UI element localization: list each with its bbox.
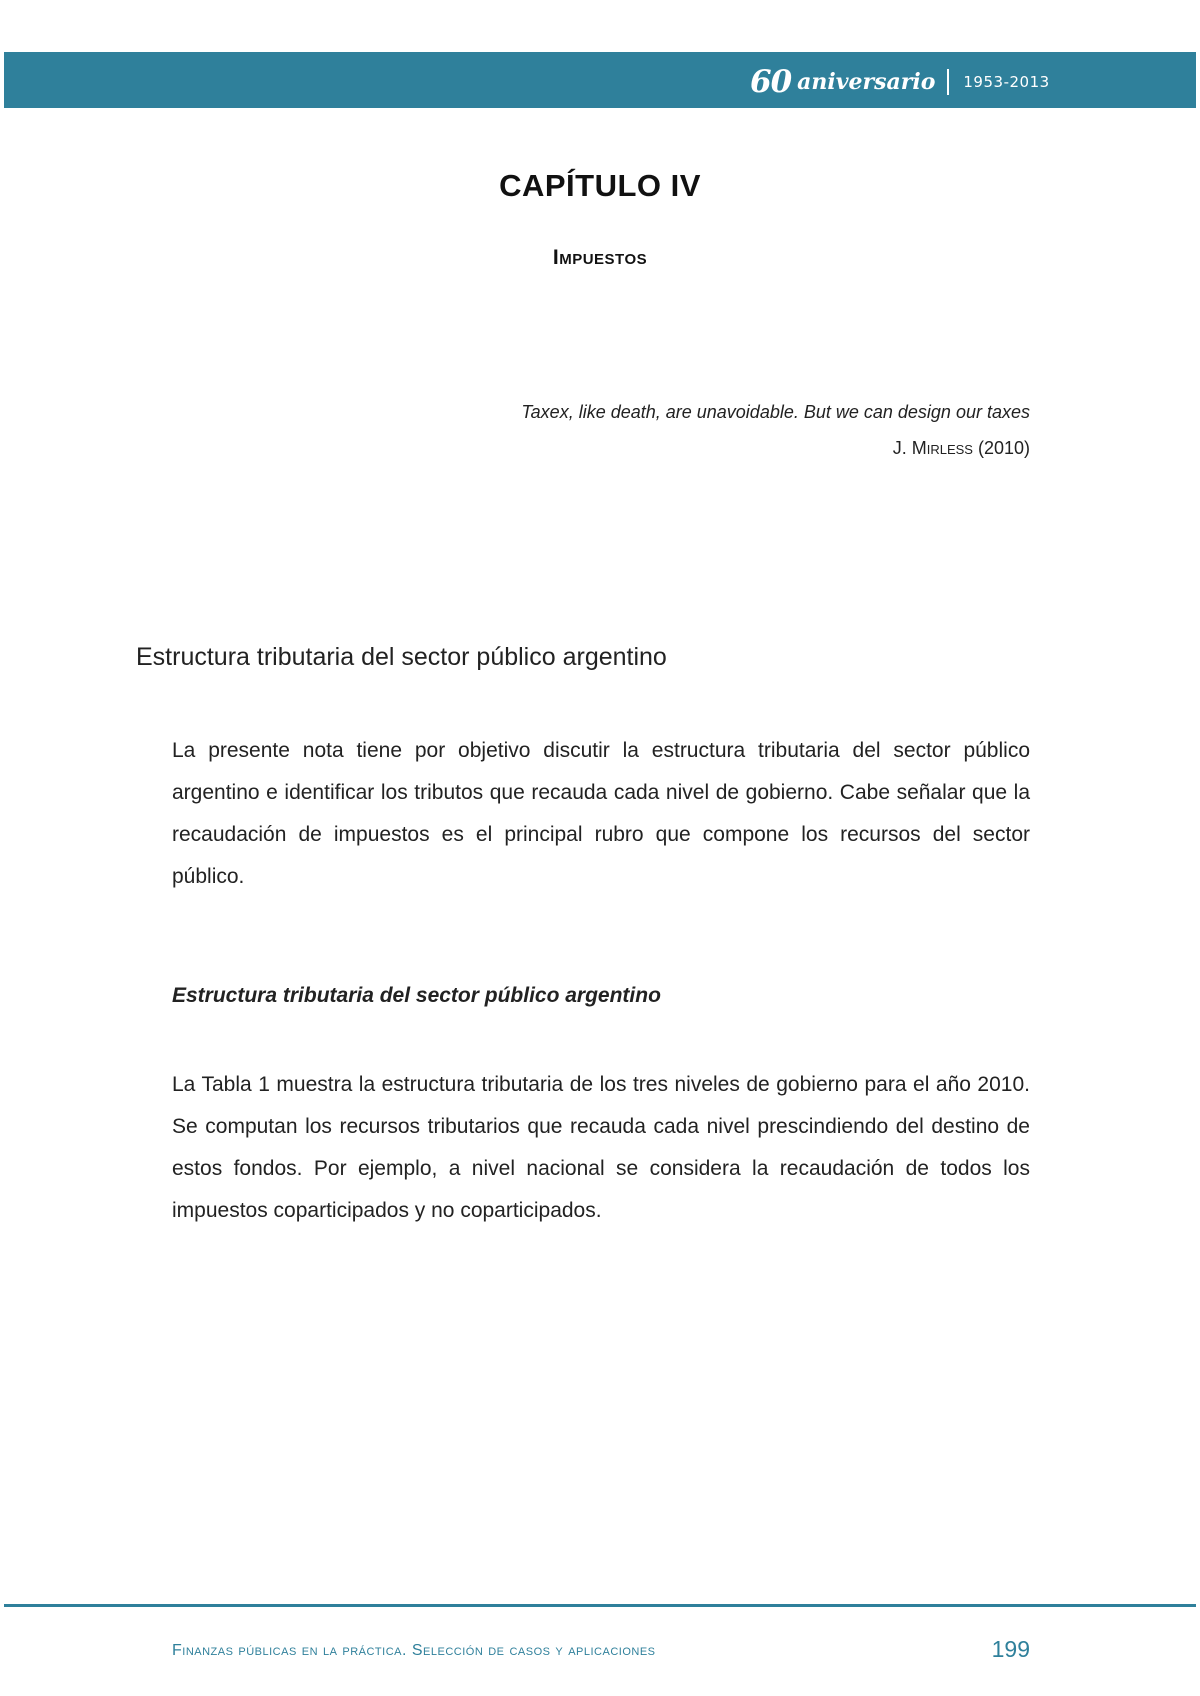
section-heading: Estructura tributaria del sector público argentino (136, 643, 667, 671)
epigraph-author: J. Mirless (2010) (892, 438, 1030, 458)
anniversary-mark: 60 (750, 64, 792, 100)
anniversary-years: 1953-2013 (963, 73, 1050, 91)
intro-paragraph: La presente nota tiene por objetivo discutir la estructura tributaria del sector público argentino e identificar los tributos que recauda cada nivel de gobierno. Cabe señalar que la recaudación de impuestos es el principal rubro que compone los recursos del sector público. (172, 739, 1030, 888)
anniversary-word: aniversario (797, 69, 936, 95)
anniversary-separator (947, 69, 949, 95)
chapter-title: CAPÍTULO IV (499, 168, 701, 203)
epigraph-quote: Taxex, like death, are unavoidable. But we can design our taxes (521, 402, 1030, 422)
epigraph (521, 394, 1030, 466)
chapter-subtitle: Impuestos (552, 246, 648, 269)
footer-book-title: Finanzas públicas en la práctica. Selección de casos y aplicaciones (172, 1642, 656, 1659)
body-paragraph: La Tabla 1 muestra la estructura tributaria de los tres niveles de gobierno para el año 2010. Se computan los recursos tributarios que recauda cada nivel prescindiendo del destino de estos fondos. Por ejemplo, a nivel nacional se considera la recaudación de todos los impuestos coparticipados y no coparticipados. (172, 1073, 1030, 1222)
anniversary-logo (750, 62, 1050, 102)
footer-rule (4, 1604, 1196, 1607)
page-number: 199 (991, 1636, 1030, 1662)
subsection-heading: Estructura tributaria del sector público argentino (172, 984, 661, 1007)
